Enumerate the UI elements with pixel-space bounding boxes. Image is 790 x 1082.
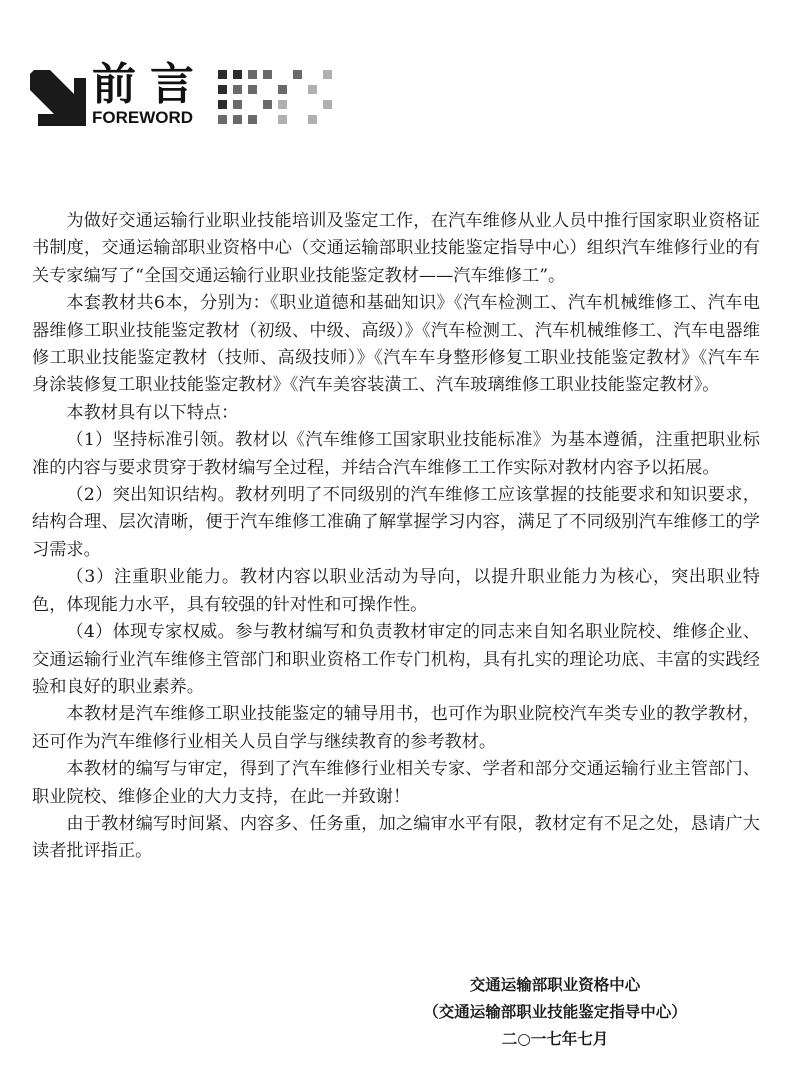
paragraph: 本教材的编写与审定，得到了汽车维修行业相关专家、学者和部分交通运输行业主管部门、职业院校、维修企业的大力支持，在此一并致谢！ [32, 759, 760, 807]
paragraph: 本教材是汽车维修工职业技能鉴定的辅导用书，也可作为职业院校汽车类专业的教学教材，还可作为汽车维修行业相关人员自学与继续教育的参考教材。 [32, 704, 760, 752]
paragraph: 为做好交通运输行业职业技能培训及鉴定工作，在汽车维修从业人员中推行国家职业资格证书制度，交通运输部职业资格中心（交通运输部职业技能鉴定指导中心）组织汽车维修行业的有关专家编写了“全国交通运输行业职业技能鉴定教材——汽车维修工”。 [32, 211, 760, 286]
decorative-dot-grid [218, 70, 332, 130]
paragraph: 由于教材编写时间紧、内容多、任务重，加之编审水平有限，教材定有不足之处，恳请广大读者批评指正。 [32, 813, 760, 862]
signature-date: 二○一七年七月 [501, 1030, 609, 1048]
arrow-down-right-icon [28, 68, 88, 128]
signature-org-alt: （交通运输部职业技能鉴定指导中心） [423, 1003, 687, 1021]
paragraph: 本教材具有以下特点： [66, 402, 239, 423]
paragraph: （3）注重职业能力。教材内容以职业活动为导向，以提升职业能力为核心，突出职业特色，体现能力水平，具有较强的针对性和可操作性。 [32, 567, 760, 615]
paragraph: （1）坚持标准引领。教材以《汽车维修工国家职业技能标准》为基本遵循，注重把职业标准的内容与要求贯穿于教材编写全过程，并结合汽车维修工工作实际对教材内容予以拓展。 [32, 430, 760, 478]
page-title: 前言 [92, 59, 208, 110]
paragraph: （2）突出知识结构。教材列明了不同级别的汽车维修工应该掌握的技能要求和知识要求，结构合理、层次清晰，便于汽车维修工准确了解掌握学习内容，满足了不同级别汽车维修工的学习需求。 [32, 485, 760, 560]
foreword-header [28, 58, 388, 130]
signature-org: 交通运输部职业资格中心 [469, 976, 641, 994]
paragraph: 本套教材共6本，分别为：《职业道德和基础知识》《汽车检测工、汽车机械维修工、汽车电器维修工职业技能鉴定教材（初级、中级、高级）》《汽车检测工、汽车机械维修工、汽车电器维修工职业技能鉴定教材（技师、高级技师）》《汽车车身整形修复工职业技能鉴定教材》《汽车车身涂装修复工职业技能鉴定教材》《汽车美容装潢工、汽车玻璃维修工职业技能鉴定教材》。 [32, 293, 760, 396]
signature-block [390, 972, 720, 1053]
page-subtitle: FOREWORD [92, 108, 194, 127]
foreword-body [32, 208, 760, 866]
paragraph: （4）体现专家权威。参与教材编写和负责教材审定的同志来自知名职业院校、维修企业、交通运输行业汽车维修主管部门和职业资格工作专门机构，具有扎实的理论功底、丰富的实践经验和良好的职业素养。 [32, 622, 760, 697]
